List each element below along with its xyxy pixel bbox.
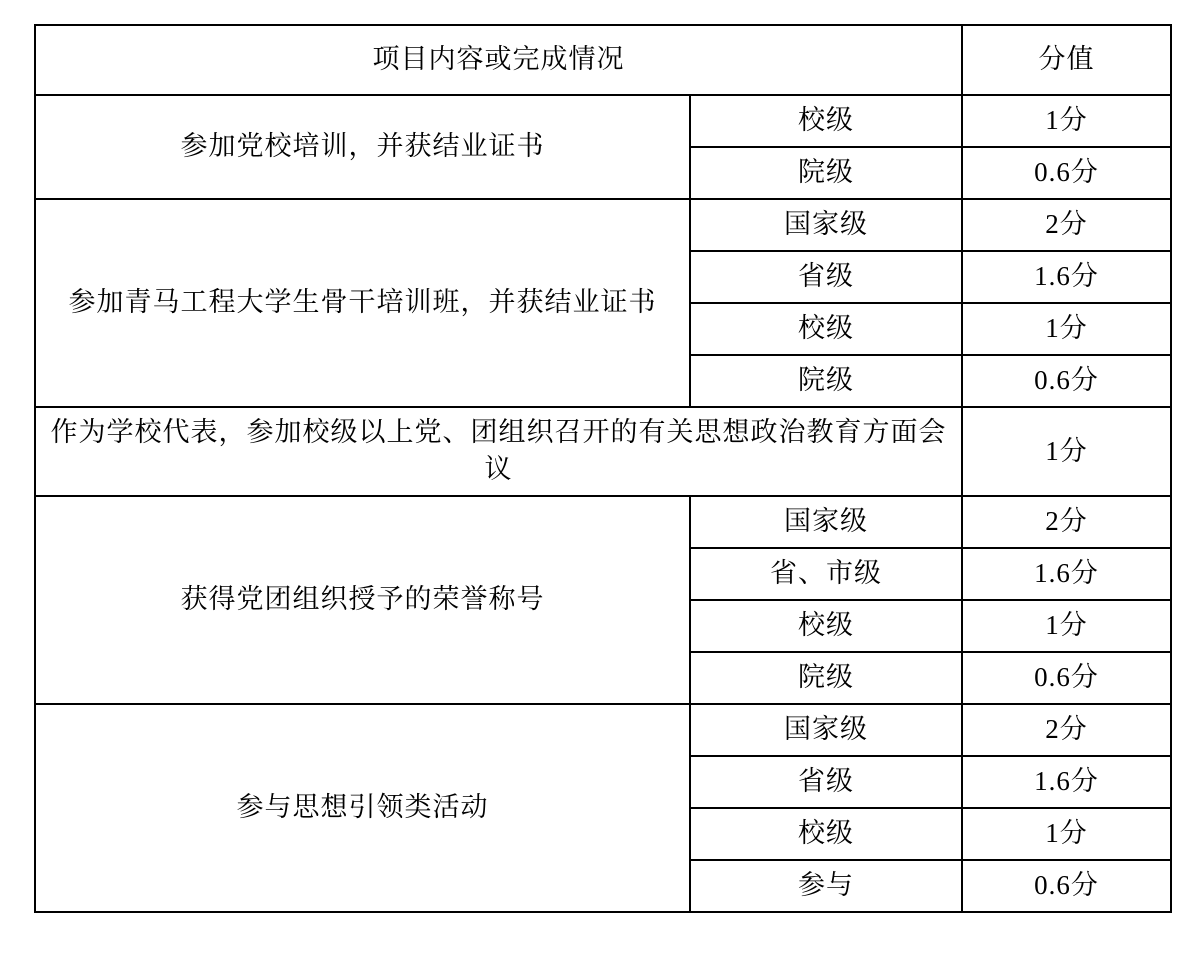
table-row xyxy=(35,704,1171,756)
level-label: 校级 xyxy=(690,600,962,652)
level-label: 院级 xyxy=(690,355,962,407)
level-label: 院级 xyxy=(690,147,962,199)
level-label: 参与 xyxy=(690,860,962,912)
score-value: 2分 xyxy=(962,704,1171,756)
level-label: 国家级 xyxy=(690,199,962,251)
score-value: 0.6分 xyxy=(962,147,1171,199)
level-label: 国家级 xyxy=(690,704,962,756)
score-value: 0.6分 xyxy=(962,860,1171,912)
score-value: 0.6分 xyxy=(962,355,1171,407)
level-label: 校级 xyxy=(690,95,962,147)
score-value: 0.6分 xyxy=(962,652,1171,704)
table-row xyxy=(35,95,1171,147)
score-value: 2分 xyxy=(962,496,1171,548)
score-value: 2分 xyxy=(962,199,1171,251)
item-label-2: 参加青马工程大学生骨干培训班，并获结业证书 xyxy=(35,199,690,407)
score-value: 1.6分 xyxy=(962,548,1171,600)
item-label-1: 参加党校培训，并获结业证书 xyxy=(35,95,690,199)
table-header-row xyxy=(35,25,1171,95)
score-value: 1分 xyxy=(962,808,1171,860)
level-label: 省、市级 xyxy=(690,548,962,600)
level-label: 校级 xyxy=(690,303,962,355)
header-score: 分值 xyxy=(962,25,1171,95)
table-row xyxy=(35,199,1171,251)
item-label-4: 获得党团组织授予的荣誉称号 xyxy=(35,496,690,704)
item-label-5: 参与思想引领类活动 xyxy=(35,704,690,912)
table-body xyxy=(35,25,1171,912)
level-label: 省级 xyxy=(690,251,962,303)
header-item-content: 项目内容或完成情况 xyxy=(35,25,962,95)
score-value: 1分 xyxy=(962,600,1171,652)
level-label: 国家级 xyxy=(690,496,962,548)
level-label: 院级 xyxy=(690,652,962,704)
item-label-3: 作为学校代表，参加校级以上党、团组织召开的有关思想政治教育方面会议 xyxy=(35,407,962,496)
table-row xyxy=(35,407,1171,496)
level-label: 省级 xyxy=(690,756,962,808)
score-value: 1.6分 xyxy=(962,756,1171,808)
score-value: 1分 xyxy=(962,95,1171,147)
level-label: 校级 xyxy=(690,808,962,860)
score-criteria-table xyxy=(34,24,1172,913)
score-value: 1分 xyxy=(962,407,1171,496)
score-value: 1分 xyxy=(962,303,1171,355)
score-value: 1.6分 xyxy=(962,251,1171,303)
table-row xyxy=(35,496,1171,548)
